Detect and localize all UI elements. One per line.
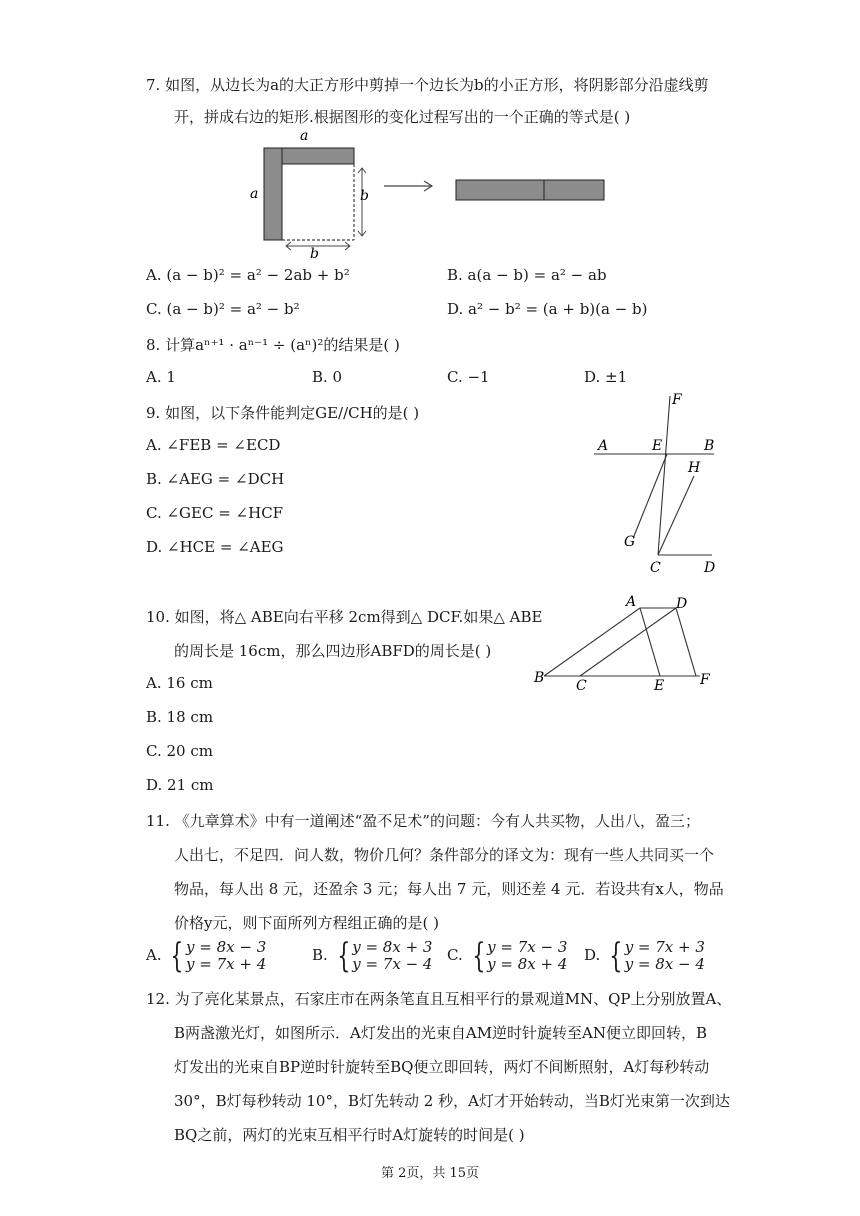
q11-option-c: C. { y = 7x − 3 y = 8x + 4	[447, 936, 568, 976]
q10-figure	[530, 592, 720, 694]
q9-label-B: B	[704, 438, 715, 454]
q10-option-c: C. 20 cm	[146, 742, 213, 760]
q12-stem-line2: B两盏激光灯，如图所示．A灯发出的光束自AM逆时针旋转至AN便立即回转，B	[174, 1024, 708, 1042]
q7-result-rectangle	[456, 180, 604, 200]
q11-option-b: B. { y = 8x + 3 y = 7x − 4	[312, 936, 433, 976]
q10-label-B: B	[534, 670, 545, 686]
q10-option-d: D. 21 cm	[146, 776, 214, 794]
q7-top-strip	[282, 148, 354, 164]
q11-option-a: A. { y = 8x − 3 y = 7x + 4	[146, 936, 267, 976]
q8-option-d: D. ±1	[584, 368, 628, 386]
q7-option-b: B. a(a − b) = a² − ab	[447, 266, 607, 284]
q10-option-b: B. 18 cm	[146, 708, 214, 726]
q9-label-D: D	[704, 560, 716, 576]
q12-stem-line1: 12. 为了亮化某景点，石家庄市在两条笔直且互相平行的景观道MN、QP上分别放置A、	[146, 990, 732, 1008]
q9-figure	[590, 388, 730, 578]
q7-option-d: D. a² − b² = (a + b)(a − b)	[447, 300, 648, 318]
q9-label-A: A	[598, 438, 609, 454]
q7-option-a: A. (a − b)² = a² − 2ab + b²	[146, 266, 350, 284]
q11-stem-line2: 人出七，不足四．问人数，物价几何？条件部分的译文为：现有一些人共同买一个	[174, 846, 715, 864]
q8-option-b: B. 0	[312, 368, 343, 386]
q9-label-H: H	[688, 460, 701, 476]
q7-stem-line1: 7. 如图，从边长为a的大正方形中剪掉一个边长为b的小正方形，将阴影部分沿虚线剪	[146, 76, 709, 94]
q10-stem-line2: 的周长是 16cm，那么四边形ABFD的周长是( )	[174, 642, 492, 660]
q9-option-a: A. ∠FEB = ∠ECD	[146, 436, 281, 454]
q9-label-F: F	[672, 392, 682, 408]
q9-stem: 9. 如图，以下条件能判定GE//CH的是( )	[146, 404, 420, 422]
q12-stem-line4: 30°，B灯每秒转动 10°，B灯先转动 2 秒，A灯才开始转动，当B灯光束第一次到达	[174, 1092, 730, 1110]
q7-label-a-left: a	[250, 186, 259, 202]
q12-stem-line5: BQ之前，两灯的光束互相平行时A灯旋转的时间是( )	[174, 1126, 525, 1144]
q10-option-a: A. 16 cm	[146, 674, 213, 692]
page-footer: 第 2页，共 15页	[380, 1166, 480, 1181]
q10-label-F: F	[700, 672, 710, 688]
q7-label-b-bottom: b	[310, 246, 319, 260]
q11-stem-line1: 11. 《九章算术》中有一道阐述“盈不足术”的问题：今有人共买物，人出八，盈三；	[146, 812, 700, 830]
q9-label-G: G	[624, 534, 636, 550]
q7-figure	[240, 124, 620, 260]
q7-left-strip	[264, 148, 282, 240]
q10-stem-line1: 10. 如图，将△ ABE向右平移 2cm得到△ DCF.如果△ ABE	[146, 608, 543, 626]
q10-label-E: E	[654, 678, 665, 694]
q8-option-c: C. −1	[447, 368, 490, 386]
q8-option-a: A. 1	[146, 368, 176, 386]
q9-label-C: C	[650, 560, 661, 576]
q10-label-A: A	[626, 594, 637, 610]
q9-label-E: E	[652, 438, 663, 454]
q7-stem-line2: 开，拼成右边的矩形.根据图形的变化过程写出的一个正确的等式是( )	[174, 108, 631, 126]
q11-stem-line4: 价格y元，则下面所列方程组正确的是( )	[174, 914, 439, 932]
q8-stem: 8. 计算aⁿ⁺¹ · aⁿ⁻¹ ÷ (aⁿ)²的结果是( )	[146, 336, 400, 354]
q9-option-b: B. ∠AEG = ∠DCH	[146, 470, 285, 488]
q10-label-D: D	[676, 596, 688, 612]
q12-stem-line3: 灯发出的光束自BP逆时针旋转至BQ便立即回转，两灯不间断照射，A灯每秒转动	[174, 1058, 710, 1076]
q9-option-d: D. ∠HCE = ∠AEG	[146, 538, 284, 556]
q9-option-c: C. ∠GEC = ∠HCF	[146, 504, 284, 522]
q11-stem-line3: 物品，每人出 8 元，还盈余 3 元；每人出 7 元，则还差 4 元．若设共有x人，物品	[174, 880, 724, 898]
q7-label-a-top: a	[300, 128, 309, 144]
q11-option-d: D. { y = 7x + 3 y = 8x − 4	[584, 936, 705, 976]
q7-option-c: C. (a − b)² = a² − b²	[146, 300, 300, 318]
q7-label-b-right: b	[360, 188, 369, 204]
q10-label-C: C	[576, 678, 587, 694]
